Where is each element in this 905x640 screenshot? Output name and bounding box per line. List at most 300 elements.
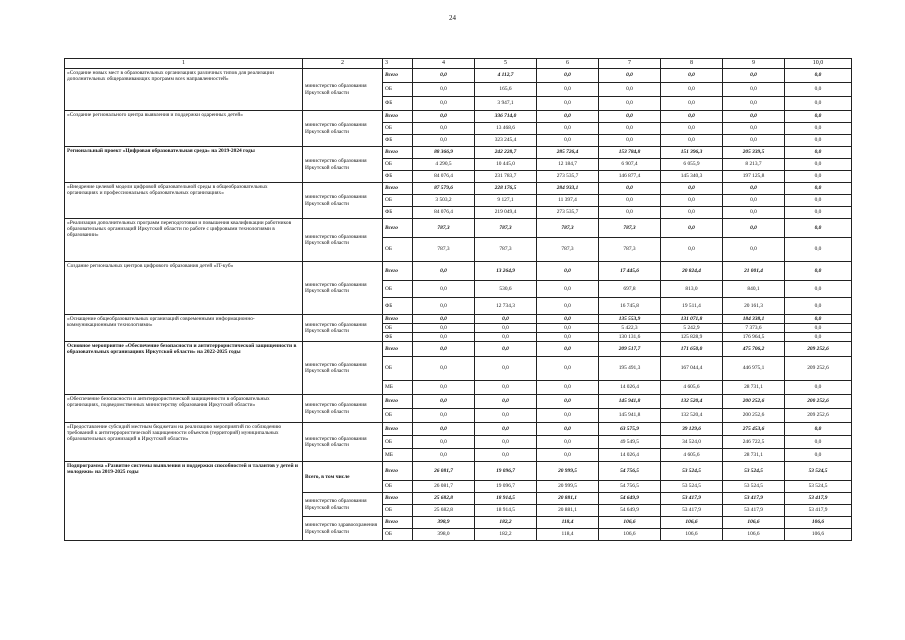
value-cell: 20 881,1	[537, 505, 599, 517]
value-cell: 54 756,5	[599, 462, 661, 481]
value-cell: 176 964,5	[723, 333, 785, 342]
value-cell: 19 511,4	[661, 298, 723, 315]
value-cell: 697,8	[599, 281, 661, 298]
value-cell: 0,0	[785, 423, 852, 436]
value-cell: 34 524,0	[661, 436, 723, 449]
value-cell: 13 264,9	[475, 262, 537, 281]
value-cell: 0,0	[785, 69, 852, 83]
value-cell: 0,0	[475, 436, 537, 449]
value-cell: 26 081,7	[413, 481, 475, 493]
value-cell: 0,0	[413, 381, 475, 395]
source-cell: ОБ	[383, 436, 413, 449]
value-cell: 787,3	[413, 219, 475, 238]
value-cell: 0,0	[661, 207, 723, 219]
value-cell: 54 649,9	[599, 505, 661, 517]
value-cell: 0,0	[413, 449, 475, 462]
value-cell: 106,6	[723, 529, 785, 541]
value-cell: 87 579,6	[413, 183, 475, 195]
header-cell: 10,0	[785, 59, 852, 69]
value-cell: 242 228,7	[475, 147, 537, 159]
value-cell: 84 076,4	[413, 207, 475, 219]
value-cell: 275 453,6	[723, 423, 785, 436]
value-cell: 0,0	[785, 183, 852, 195]
table-row	[65, 262, 852, 281]
value-cell: 0,0	[413, 111, 475, 123]
source-cell: ОБ	[383, 481, 413, 493]
value-cell: 53 524,5	[723, 462, 785, 481]
value-cell: 54 649,9	[599, 493, 661, 505]
value-cell: 0,0	[599, 123, 661, 135]
value-cell: 0,0	[537, 324, 599, 333]
value-cell: 0,0	[661, 195, 723, 207]
value-cell: 0,0	[661, 111, 723, 123]
value-cell: 28 731,1	[723, 449, 785, 462]
value-cell: 17 445,6	[599, 262, 661, 281]
value-cell: 3 503,2	[413, 195, 475, 207]
value-cell: 106,6	[661, 529, 723, 541]
value-cell: 0,0	[537, 342, 599, 357]
value-cell: 0,0	[785, 159, 852, 171]
header-cell: 5	[475, 59, 537, 69]
value-cell: 0,0	[537, 395, 599, 409]
value-cell: 88 366,9	[413, 147, 475, 159]
value-cell: 0,0	[537, 436, 599, 449]
value-cell: 19 096,7	[475, 462, 537, 481]
value-cell: 118,4	[537, 529, 599, 541]
value-cell: 145 941,8	[599, 409, 661, 423]
source-cell: ОБ	[383, 529, 413, 541]
value-cell: 0,0	[599, 195, 661, 207]
value-cell: 25 682,8	[413, 505, 475, 517]
source-cell: Всего	[383, 517, 413, 529]
source-cell: Всего	[383, 111, 413, 123]
value-cell: 53 417,9	[661, 505, 723, 517]
value-cell: 6 055,9	[661, 159, 723, 171]
source-cell: Всего	[383, 219, 413, 238]
value-cell: 0,0	[413, 262, 475, 281]
value-cell: 153 784,8	[599, 147, 661, 159]
value-cell: 184 338,1	[723, 315, 785, 324]
value-cell: 182,2	[475, 529, 537, 541]
source-cell: Всего	[383, 69, 413, 83]
value-cell: 167 044,4	[661, 357, 723, 381]
value-cell: 0,0	[413, 69, 475, 83]
value-cell: 132 520,4	[661, 409, 723, 423]
value-cell: 0,0	[537, 409, 599, 423]
value-cell: 0,0	[599, 183, 661, 195]
value-cell: 787,3	[475, 219, 537, 238]
value-cell: 53 524,5	[723, 481, 785, 493]
value-cell: 0,0	[599, 207, 661, 219]
value-cell: 0,0	[785, 111, 852, 123]
value-cell: 0,0	[413, 342, 475, 357]
value-cell: 7 373,6	[723, 324, 785, 333]
value-cell: 209 252,6	[785, 357, 852, 381]
responsible-cell: министерство образования Иркутской области	[303, 219, 383, 262]
value-cell: 273 535,7	[537, 207, 599, 219]
table-row	[65, 315, 852, 324]
value-cell: 200 252,6	[785, 395, 852, 409]
value-cell: 5 242,9	[661, 324, 723, 333]
activity-name-cell: «Предоставление субсидий местным бюджетам на реализацию мероприятий по соблюдению требований к антитеррористической защищенности объектов (территорий) муниципальных образовательных организаций в Иркутской области»	[65, 423, 303, 462]
value-cell: 53 524,5	[785, 462, 852, 481]
value-cell: 4 605,6	[661, 381, 723, 395]
value-cell: 0,0	[475, 381, 537, 395]
value-cell: 130 131,6	[599, 333, 661, 342]
value-cell: 0,0	[413, 357, 475, 381]
value-cell: 0,0	[413, 395, 475, 409]
activity-name-cell: «Оснащение общеобразовательных организаций современными информационно-коммуникационными технологиями»	[65, 315, 303, 342]
value-cell: 20 161,3	[723, 298, 785, 315]
value-cell: 12 184,7	[537, 159, 599, 171]
table-row	[65, 462, 852, 481]
header-cell: 6	[537, 59, 599, 69]
activity-name-cell: Основное мероприятие «Обеспечение безопасности и антитеррористической защищенности в образовательных организациях Иркутской области» на 2022-2025 годы	[65, 342, 303, 395]
value-cell: 20 999,5	[537, 481, 599, 493]
value-cell: 53 417,9	[723, 505, 785, 517]
value-cell: 200 252,6	[723, 409, 785, 423]
value-cell: 0,0	[599, 111, 661, 123]
value-cell: 0,0	[723, 111, 785, 123]
value-cell: 145 941,8	[599, 395, 661, 409]
value-cell: 0,0	[413, 333, 475, 342]
source-cell: Всего	[383, 147, 413, 159]
value-cell: 8 213,7	[723, 159, 785, 171]
value-cell: 0,0	[785, 207, 852, 219]
source-cell: ОБ	[383, 159, 413, 171]
responsible-cell: министерство образования Иркутской области	[303, 183, 383, 219]
responsible-cell: министерство образования Иркутской области	[303, 395, 383, 423]
value-cell: 475 706,2	[723, 342, 785, 357]
value-cell: 20 824,4	[661, 262, 723, 281]
source-cell: МБ	[383, 449, 413, 462]
value-cell: 21 001,4	[723, 262, 785, 281]
value-cell: 787,3	[537, 219, 599, 238]
value-cell: 0,0	[537, 281, 599, 298]
header-row	[65, 59, 852, 69]
value-cell: 0,0	[785, 219, 852, 238]
value-cell: 219 049,4	[475, 207, 537, 219]
value-cell: 53 524,5	[661, 481, 723, 493]
value-cell: 0,0	[785, 281, 852, 298]
value-cell: 813,0	[661, 281, 723, 298]
value-cell: 0,0	[723, 195, 785, 207]
page-number: 24	[449, 14, 456, 22]
activity-name-cell: Создание региональных центров цифрового образования детей «IT-куб»	[65, 262, 303, 315]
value-cell: 0,0	[537, 381, 599, 395]
value-cell: 39 129,6	[661, 423, 723, 436]
value-cell: 0,0	[537, 123, 599, 135]
responsible-cell: министерство образования Иркутской области	[303, 262, 383, 315]
value-cell: 106,6	[599, 529, 661, 541]
value-cell: 53 524,5	[785, 481, 852, 493]
value-cell: 530,6	[475, 281, 537, 298]
source-cell: ОБ	[383, 409, 413, 423]
source-cell: МБ	[383, 381, 413, 395]
header-cell: 7	[599, 59, 661, 69]
value-cell: 0,0	[475, 315, 537, 324]
value-cell: 0,0	[785, 381, 852, 395]
value-cell: 25 682,8	[413, 493, 475, 505]
value-cell: 0,0	[599, 135, 661, 147]
table-row	[65, 423, 852, 436]
value-cell: 787,3	[537, 238, 599, 262]
value-cell: 0,0	[475, 423, 537, 436]
value-cell: 84 076,4	[413, 171, 475, 183]
value-cell: 0,0	[413, 83, 475, 97]
value-cell: 0,0	[537, 69, 599, 83]
value-cell: 106,6	[723, 517, 785, 529]
value-cell: 4 605,6	[661, 449, 723, 462]
table-row	[65, 219, 852, 238]
value-cell: 0,0	[723, 238, 785, 262]
value-cell: 0,0	[785, 324, 852, 333]
value-cell: 53 417,9	[785, 493, 852, 505]
value-cell: 0,0	[537, 298, 599, 315]
value-cell: 165,6	[475, 83, 537, 97]
value-cell: 0,0	[537, 111, 599, 123]
value-cell: 0,0	[785, 83, 852, 97]
value-cell: 840,1	[723, 281, 785, 298]
activity-name-cell: Региональный проект «Цифровая образовательная среда» на 2019-2024 годы	[65, 147, 303, 183]
activity-name-cell: «Создание регионального центра выявления и поддержки одаренных детей»	[65, 111, 303, 147]
value-cell: 0,0	[599, 83, 661, 97]
value-cell: 284 933,1	[537, 183, 599, 195]
value-cell: 0,0	[785, 436, 852, 449]
source-cell: ОБ	[383, 324, 413, 333]
table-row	[65, 342, 852, 357]
value-cell: 0,0	[413, 409, 475, 423]
value-cell: 132 520,4	[661, 395, 723, 409]
value-cell: 398,0	[413, 529, 475, 541]
value-cell: 4 290,5	[413, 159, 475, 171]
value-cell: 0,0	[661, 123, 723, 135]
source-cell: Всего	[383, 315, 413, 324]
value-cell: 0,0	[723, 69, 785, 83]
value-cell: 9 127,1	[475, 195, 537, 207]
header-cell: 4	[413, 59, 475, 69]
value-cell: 0,0	[537, 262, 599, 281]
value-cell: 19 096,7	[475, 481, 537, 493]
value-cell: 20 881,1	[537, 493, 599, 505]
header-cell: 3	[383, 59, 413, 69]
value-cell: 0,0	[661, 135, 723, 147]
value-cell: 3 947,1	[475, 97, 537, 111]
value-cell: 6 907,4	[599, 159, 661, 171]
value-cell: 336 714,0	[475, 111, 537, 123]
value-cell: 0,0	[785, 298, 852, 315]
value-cell: 0,0	[475, 449, 537, 462]
value-cell: 0,0	[599, 69, 661, 83]
value-cell: 0,0	[723, 97, 785, 111]
value-cell: 106,6	[599, 517, 661, 529]
value-cell: 0,0	[413, 436, 475, 449]
value-cell: 787,3	[599, 238, 661, 262]
value-cell: 0,0	[475, 324, 537, 333]
activity-name-cell: «Обеспечение безопасности и антитеррористической защищенности в образовательных организациях, подведомственных министерству образования Иркутской области»	[65, 395, 303, 423]
value-cell: 151 396,3	[661, 147, 723, 159]
value-cell: 0,0	[723, 135, 785, 147]
value-cell: 28 731,1	[723, 381, 785, 395]
header-cell: 1	[65, 59, 303, 69]
value-cell: 135 553,9	[599, 315, 661, 324]
source-cell: Всего	[383, 462, 413, 481]
value-cell: 0,0	[537, 333, 599, 342]
source-cell: ФБ	[383, 171, 413, 183]
source-cell: Всего	[383, 183, 413, 195]
responsible-cell: министерство образования Иркутской области	[303, 69, 383, 111]
value-cell: 146 877,4	[599, 171, 661, 183]
value-cell: 14 026,4	[599, 449, 661, 462]
activity-name-cell: «Внедрение целевой модели цифровой образовательной среды в общеобразовательных организациях и профессиональных образовательных организациях»	[65, 183, 303, 219]
value-cell: 0,0	[475, 357, 537, 381]
value-cell: 0,0	[413, 324, 475, 333]
value-cell: 195 491,3	[599, 357, 661, 381]
value-cell: 10 445,0	[475, 159, 537, 171]
value-cell: 200 252,6	[723, 395, 785, 409]
value-cell: 0,0	[785, 135, 852, 147]
source-cell: ОБ	[383, 505, 413, 517]
value-cell: 4 112,7	[475, 69, 537, 83]
value-cell: 53 417,9	[723, 493, 785, 505]
value-cell: 0,0	[785, 147, 852, 159]
value-cell: 49 549,5	[599, 436, 661, 449]
header-cell: 9	[723, 59, 785, 69]
value-cell: 0,0	[785, 238, 852, 262]
value-cell: 0,0	[661, 97, 723, 111]
value-cell: 171 650,0	[661, 342, 723, 357]
source-cell: Всего	[383, 342, 413, 357]
value-cell: 323 245,4	[475, 135, 537, 147]
value-cell: 0,0	[537, 83, 599, 97]
value-cell: 0,0	[785, 123, 852, 135]
value-cell: 0,0	[785, 449, 852, 462]
source-cell: ОБ	[383, 195, 413, 207]
responsible-cell: Всего, в том числе	[303, 462, 383, 493]
value-cell: 0,0	[785, 315, 852, 324]
value-cell: 106,6	[785, 529, 852, 541]
value-cell: 0,0	[537, 97, 599, 111]
value-cell: 0,0	[785, 97, 852, 111]
source-cell: ФБ	[383, 333, 413, 342]
header-cell: 2	[303, 59, 383, 69]
source-cell: ОБ	[383, 123, 413, 135]
responsible-cell: министерство образования Иркутской области	[303, 342, 383, 395]
source-cell: ФБ	[383, 298, 413, 315]
responsible-cell: министерство образования Иркутской области	[303, 111, 383, 147]
value-cell: 205 339,5	[723, 147, 785, 159]
value-cell: 0,0	[413, 315, 475, 324]
table-row	[65, 395, 852, 409]
value-cell: 197 125,8	[723, 171, 785, 183]
source-cell: ФБ	[383, 207, 413, 219]
value-cell: 0,0	[785, 333, 852, 342]
value-cell: 231 783,7	[475, 171, 537, 183]
source-cell: Всего	[383, 262, 413, 281]
value-cell: 53 524,5	[661, 462, 723, 481]
value-cell: 0,0	[785, 195, 852, 207]
source-cell: Всего	[383, 395, 413, 409]
value-cell: 16 745,8	[599, 298, 661, 315]
program-name-cell: Подпрограмма «Развитие системы выявления и поддержки способностей и талантов у детей и молодежи» на 2019-2025 годы	[65, 462, 303, 541]
value-cell: 0,0	[661, 183, 723, 195]
value-cell: 0,0	[723, 219, 785, 238]
table-row	[65, 69, 852, 83]
value-cell: 0,0	[475, 342, 537, 357]
source-cell: Всего	[383, 493, 413, 505]
value-cell: 787,3	[413, 238, 475, 262]
value-cell: 273 535,7	[537, 171, 599, 183]
value-cell: 0,0	[537, 449, 599, 462]
value-cell: 0,0	[723, 83, 785, 97]
value-cell: 0,0	[537, 315, 599, 324]
value-cell: 0,0	[661, 83, 723, 97]
value-cell: 0,0	[723, 207, 785, 219]
value-cell: 0,0	[661, 219, 723, 238]
value-cell: 106,6	[785, 517, 852, 529]
source-cell: ФБ	[383, 97, 413, 111]
value-cell: 18 914,5	[475, 493, 537, 505]
value-cell: 14 026,4	[599, 381, 661, 395]
value-cell: 12 734,3	[475, 298, 537, 315]
responsible-cell: министерство образования Иркутской области	[303, 315, 383, 342]
value-cell: 0,0	[413, 281, 475, 298]
value-cell: 787,3	[599, 219, 661, 238]
header-cell: 8	[661, 59, 723, 69]
value-cell: 18 914,5	[475, 505, 537, 517]
value-cell: 0,0	[413, 123, 475, 135]
value-cell: 0,0	[723, 123, 785, 135]
value-cell: 0,0	[537, 423, 599, 436]
value-cell: 398,9	[413, 517, 475, 529]
value-cell: 0,0	[475, 333, 537, 342]
value-cell: 118,4	[537, 517, 599, 529]
value-cell: 0,0	[413, 135, 475, 147]
value-cell: 285 726,4	[537, 147, 599, 159]
value-cell: 13 468,6	[475, 123, 537, 135]
value-cell: 0,0	[537, 135, 599, 147]
value-cell: 20 999,5	[537, 462, 599, 481]
budget-table	[64, 58, 852, 541]
source-cell: Всего	[383, 423, 413, 436]
table-row	[65, 147, 852, 159]
value-cell: 446 975,1	[723, 357, 785, 381]
value-cell: 5 422,3	[599, 324, 661, 333]
value-cell: 246 722,5	[723, 436, 785, 449]
responsible-cell: министерство образования Иркутской области	[303, 423, 383, 462]
value-cell: 209 252,6	[785, 409, 852, 423]
value-cell: 145 340,3	[661, 171, 723, 183]
value-cell: 63 575,9	[599, 423, 661, 436]
table-row	[65, 111, 852, 123]
value-cell: 0,0	[413, 97, 475, 111]
value-cell: 228 176,5	[475, 183, 537, 195]
value-cell: 125 828,9	[661, 333, 723, 342]
source-cell: ОБ	[383, 357, 413, 381]
activity-name-cell: «Создание новых мест в образовательных организациях различных типов для реализации дополнительных общеразвивающих программ всех направленностей»	[65, 69, 303, 111]
table-row	[65, 183, 852, 195]
value-cell: 0,0	[475, 395, 537, 409]
activity-name-cell: «Реализация дополнительных программ переподготовки и повышения квалификации работников образовательных организаций Иркутской области по работе с цифровыми технологиями в образовании»	[65, 219, 303, 262]
value-cell: 53 417,9	[661, 493, 723, 505]
value-cell: 182,2	[475, 517, 537, 529]
value-cell: 54 756,5	[599, 481, 661, 493]
value-cell: 0,0	[785, 262, 852, 281]
source-cell: ОБ	[383, 281, 413, 298]
value-cell: 106,6	[661, 517, 723, 529]
responsible-cell: министерство образования Иркутской области	[303, 493, 383, 517]
value-cell: 0,0	[661, 69, 723, 83]
